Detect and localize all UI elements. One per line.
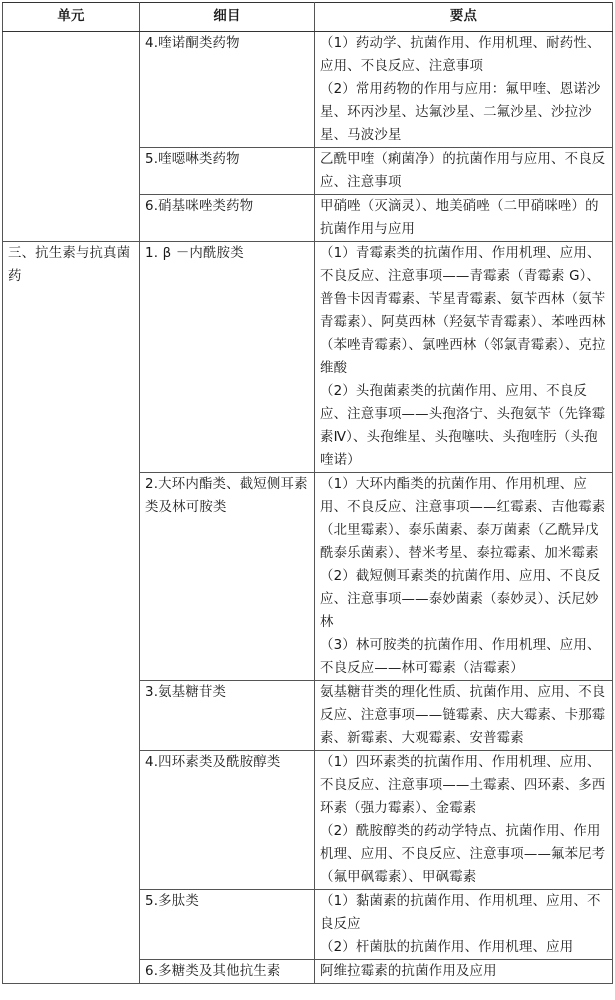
points-cell (315, 242, 613, 473)
point-text: （2）酰胺醇类的药动学特点、抗菌作用、作用机理、应用、不良反应、注意事项——氟苯尼考（氟甲砜霉素）、甲砜霉素 (320, 824, 606, 885)
item-cell: 5.喹噁啉类药物 (140, 148, 315, 195)
points-cell (315, 148, 613, 195)
item-cell: 4.喹诺酮类药物 (140, 32, 315, 148)
points-cell (315, 473, 613, 681)
point-text: （1）青霉素类的抗菌作用、作用机理、应用、不良反应、注意事项——青霉素（青霉素 G）、普鲁卡因青霉素、苄星青霉素、氨苄西林（氨苄青霉素）、阿莫西林（羟氨苄青霉素）、苯唑西林（苯唑青霉素）、氯唑西林（邻氯青霉素）、克拉维酸 (320, 246, 606, 376)
item-cell: 6.多糖类及其他抗生素 (140, 960, 315, 984)
point-text: （2）头孢菌素类的抗菌作用、应用、不良反应、注意事项——头孢洛宁、头孢氨苄（先锋霉素Ⅳ）、头孢维星、头孢噻呋、头孢喹肟（头孢喹诺） (320, 384, 606, 468)
item-cell: 1. β －内酰胺类 (140, 242, 315, 473)
point-text: （2）杆菌肽的抗菌作用、作用机理、应用 (320, 940, 574, 955)
table-row (3, 32, 613, 148)
unit-cell: 三、抗生素与抗真菌药 (3, 242, 140, 984)
unit-cell-continued (3, 32, 140, 242)
point-text: （3）林可胺类的抗菌作用、作用机理、应用、不良反应——林可霉素（洁霉素） (320, 638, 601, 676)
points-cell (315, 32, 613, 148)
header-item: 细目 (140, 3, 315, 32)
points-cell (315, 195, 613, 242)
table-row (3, 242, 613, 473)
item-cell: 4.四环素类及酰胺醇类 (140, 751, 315, 890)
point-text: （1）大环内酯类的抗菌作用、作用机理、应用、不良反应、注意事项——红霉素、吉他霉素（北里霉素）、泰乐菌素、泰万菌素（乙酰异戊酰泰乐菌素）、替米考星、泰拉霉素、加米霉素 (320, 477, 606, 561)
points-cell (315, 890, 613, 960)
point-text: 乙酰甲喹（痢菌净）的抗菌作用与应用、不良反应、注意事项 (320, 152, 606, 190)
points-cell (315, 960, 613, 984)
points-cell (315, 681, 613, 751)
header-row (3, 3, 613, 32)
point-text: 氨基糖苷类的理化性质、抗菌作用、应用、不良反应、注意事项——链霉素、庆大霉素、卡那霉素、新霉素、大观霉素、安普霉素 (320, 685, 606, 746)
item-cell: 2.大环内酯类、截短侧耳素类及林可胺类 (140, 473, 315, 681)
item-cell: 3.氨基糖苷类 (140, 681, 315, 751)
point-text: （2）截短侧耳素类的抗菌作用、应用、不良反应、注意事项——泰妙菌素（泰妙灵）、沃尼妙林 (320, 569, 601, 630)
header-points: 要点 (315, 3, 613, 32)
point-text: 甲硝唑（灭滴灵）、地美硝唑（二甲硝咪唑）的抗菌作用与应用 (320, 199, 599, 237)
header-unit: 单元 (3, 3, 140, 32)
point-text: 阿维拉霉素的抗菌作用及应用 (320, 964, 497, 979)
point-text: （1）黏菌素的抗菌作用、作用机理、应用、不良反应 (320, 894, 601, 932)
item-cell: 5.多肽类 (140, 890, 315, 960)
syllabus-table (2, 2, 613, 984)
point-text: （1）四环素类的抗菌作用、作用机理、应用、不良反应、注意事项——土霉素、四环素、多西环素（强力霉素）、金霉素 (320, 755, 606, 816)
point-text: （1）药动学、抗菌作用、作用机理、耐药性、应用、不良反应、注意事项 (320, 36, 601, 74)
point-text: （2）常用药物的作用与应用：氟甲喹、恩诺沙星、环丙沙星、达氟沙星、二氟沙星、沙拉沙星、马波沙星 (320, 82, 601, 143)
points-cell (315, 751, 613, 890)
item-cell: 6.硝基咪唑类药物 (140, 195, 315, 242)
